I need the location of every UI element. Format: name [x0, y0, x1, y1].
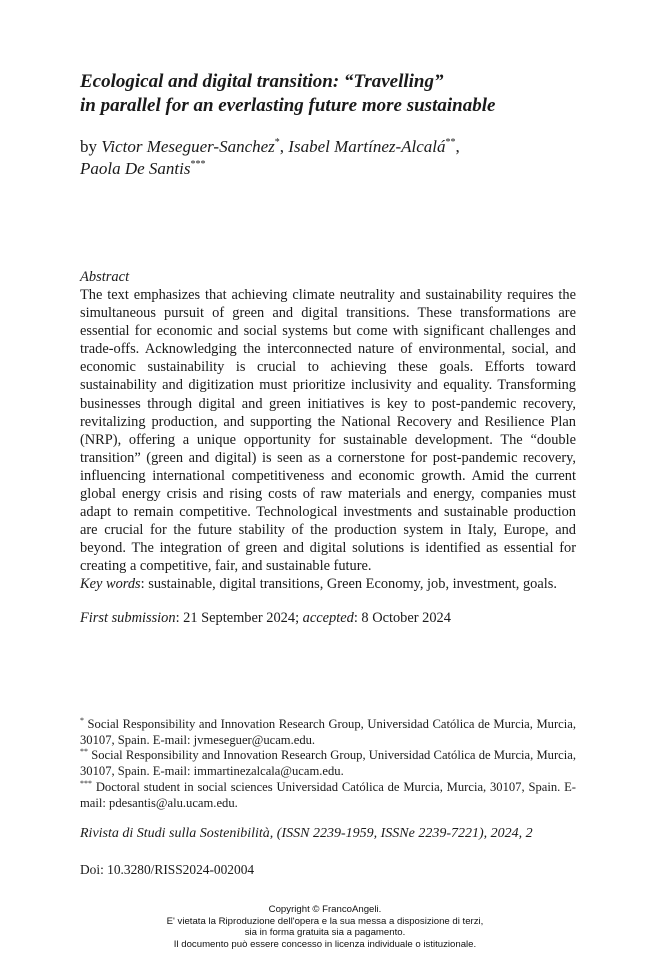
copyright-notice	[0, 904, 650, 950]
footnotes	[80, 717, 576, 811]
doi: Doi: 10.3280/RISS2024-002004	[80, 862, 255, 877]
author-name: Paola De Santis	[80, 159, 191, 178]
footnote-mark: **	[80, 747, 88, 757]
copyright-line-3: sia in forma gratuita sia a pagamento.	[244, 927, 406, 939]
footnote-text: Doctoral student in social sciences Universidad Católica de Murcia, Murcia, 30107, Spain. E-mail: pdesantis@alu.ucam.edu.	[80, 779, 576, 810]
first-submission-label: First submission	[80, 610, 176, 626]
keywords-text: : sustainable, digital transitions, Green Economy, job, investment, goals.	[140, 576, 557, 592]
paper-title	[80, 70, 600, 118]
title-line-2: in parallel for an everlasting future more sustainable	[80, 95, 496, 116]
keywords	[80, 575, 580, 593]
copyright-line-1: Copyright © FrancoAngeli.	[268, 904, 382, 915]
author-separator: ,	[279, 137, 289, 156]
accepted-label: accepted	[302, 610, 354, 626]
submission-dates	[80, 609, 580, 627]
author-name: Isabel Martínez-Alcalá	[288, 137, 446, 156]
journal-citation: Rivista di Studi sulla Sostenibilità, (ISSN 2239-1959, ISSNe 2239-7221), 2024, 2	[80, 826, 533, 841]
title-line-1: Ecological and digital transition: “Travelling”	[80, 71, 444, 92]
author-separator: ,	[455, 137, 460, 156]
first-submission-date: : 21 September 2024;	[175, 610, 303, 626]
accepted-date: : 8 October 2024	[353, 610, 451, 626]
footnote-mark: *	[80, 716, 84, 725]
author-mark: ***	[190, 159, 206, 170]
keywords-label: Key words	[80, 576, 141, 592]
footnote	[80, 717, 576, 748]
author-mark: *	[274, 137, 280, 148]
footnote-text: Social Responsibility and Innovation Research Group, Universidad Católica de Murcia, Murcia, 30107, Spain. E-mail: immartinezalcala@ucam.edu.	[80, 748, 576, 779]
copyright-line-2: E' vietata la Riproduzione dell'opera e la sua messa a disposizione di terzi,	[166, 915, 484, 927]
author-mark: **	[445, 137, 456, 148]
abstract-text: The text emphasizes that achieving climate neutrality and sustainability requires the simultaneous pursuit of green and digital transitions. These transformations are essential for economic and social systems but come with significant challenges and trade-offs. Acknowledging the interconnected nature of environmental, social, and economic sustainability is crucial to achieving these goals. Efforts toward sustainability and digitization must prioritize inclusivity and equality. Transforming businesses through digital and green initiatives is key to post-pandemic recovery, revitalizing production, and supporting the National Recovery and Resilience Plan (NRP), offering a unique opportunity for sustainable development. The “double transition” (green and digital) is seen as a cornerstone for post-pandemic recovery, influencing international competitiveness and economic growth. Amid the current global energy crisis and rising costs of raw materials and energy, companies must adapt to remain competitive. Technological investments and sustainable production are crucial for the future stability of the production system in Italy, Europe, and beyond. The integration of green and digital solutions is identified as essential for creating a competitive, fair, and sustainable future.	[80, 287, 576, 575]
author-list	[80, 136, 600, 180]
footnote-text: Social Responsibility and Innovation Research Group, Universidad Católica de Murcia, Murcia, 30107, Spain. E-mail: jvmeseguer@ucam.edu.	[80, 717, 576, 747]
by-label: by	[80, 137, 97, 156]
footnote	[80, 748, 576, 779]
copyright-line-4: Il documento può essere concesso in licenza individuale o istituzionale.	[173, 938, 477, 950]
abstract-heading: Abstract	[80, 269, 130, 285]
footnote	[80, 780, 576, 811]
author-name: Victor Meseguer-Sanchez	[101, 137, 275, 156]
footnote-mark: ***	[80, 778, 92, 788]
